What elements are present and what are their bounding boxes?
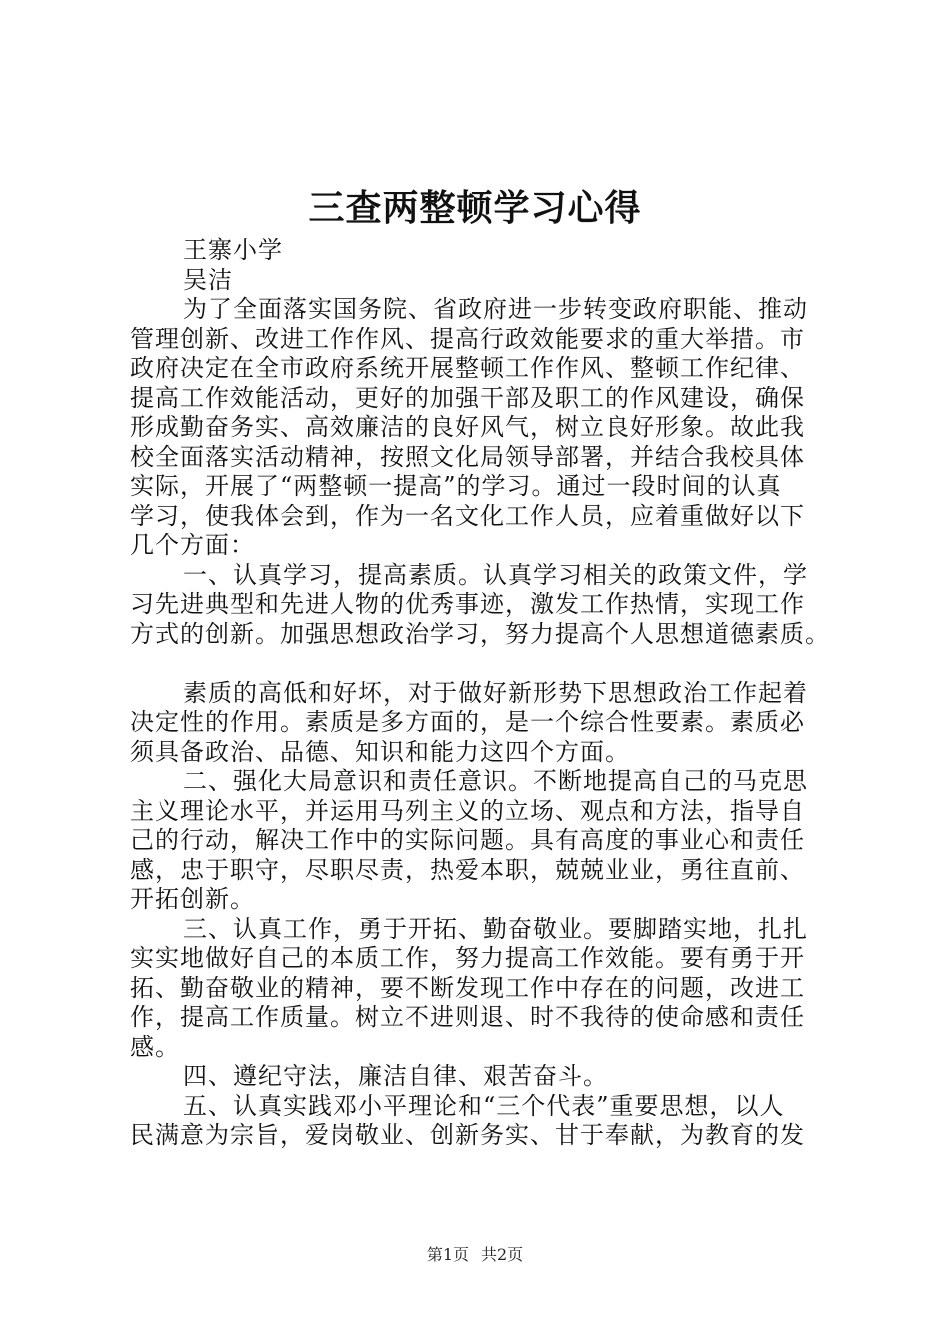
body-line: 一、认真学习，提高素质。认真学习相关的政策文件，学 (183, 560, 808, 589)
body-line: 主义理论水平，并运用马列主义的立场、观点和方法，指导自 (130, 796, 805, 825)
body-line: 政府决定在全市政府系统开展整顿工作作风、整顿工作纪律、 (130, 354, 805, 382)
body-line: 素质的高低和好坏，对于做好新形势下思想政治工作起着 (183, 678, 808, 707)
body-line: 方式的创新。加强思想政治学习，努力提高个人思想道德素质。 (130, 619, 830, 648)
body-line: 拓、勤奋敬业的精神，要不断发现工作中存在的问题，改进工 (130, 973, 805, 1002)
body-line: 实际，开展了“两整顿一提高”的学习。通过一段时间的认真 (130, 472, 782, 500)
body-line: 四、遵纪守法，廉洁自律、艰苦奋斗。 (183, 1062, 608, 1090)
school-name: 王寨小学 (183, 236, 283, 264)
body-line: 作，提高工作质量。树立不进则退、时不我待的使命感和责任 (130, 1003, 805, 1031)
body-line: 开拓创新。 (130, 885, 255, 913)
body-line: 形成勤奋务实、高效廉洁的良好风气，树立良好形象。故此我 (130, 413, 805, 441)
body-line: 感。 (130, 1032, 180, 1061)
page-total: 共2页 (481, 1245, 524, 1264)
author-name: 吴洁 (183, 265, 233, 294)
body-line: 管理创新、改进工作作风、提高行政效能要求的重大举措。市 (130, 324, 805, 353)
body-line: 感，忠于职守，尽职尽责，热爱本职，兢兢业业，勇往直前、 (130, 855, 805, 884)
body-line: 五、认真实践邓小平理论和“三个代表”重要思想，以人 (183, 1091, 785, 1120)
body-line: 实实地做好自己的本质工作，努力提高工作效能。要有勇于开 (130, 944, 805, 972)
page-number: 第1页 (426, 1245, 469, 1264)
body-line: 为了全面落实国务院、省政府进一步转变政府职能、推动 (183, 295, 808, 323)
body-line: 己的行动，解决工作中的实际问题。具有高度的事业心和责任 (130, 826, 805, 854)
body-line: 民满意为宗旨，爱岗敬业、创新务实、甘于奉献，为教育的发 (130, 1121, 805, 1149)
body-line: 习先进典型和先进人物的优秀事迹，激发工作热情，实现工作 (130, 590, 805, 618)
body-line: 校全面落实活动精神，按照文化局领导部署，并结合我校具体 (130, 442, 805, 471)
body-line: 决定性的作用。素质是多方面的，是一个综合性要素。素质必 (130, 708, 805, 736)
body-line: 提高工作效能活动，更好的加强干部及职工的作风建设，确保 (130, 383, 805, 412)
document-title: 三查两整顿学习心得 (308, 187, 642, 229)
blank-line (130, 649, 835, 679)
body-line: 学习，使我体会到，作为一名文化工作人员，应着重做好以下 (130, 501, 805, 530)
body-line: 二、强化大局意识和责任意识。不断地提高自己的马克思 (183, 767, 808, 795)
body-line: 须具备政治、品德、知识和能力这四个方面。 (130, 737, 630, 766)
body-line: 三、认真工作，勇于开拓、勤奋敬业。要脚踏实地，扎扎 (183, 914, 808, 943)
body-line: 几个方面： (130, 531, 255, 559)
document-body (130, 236, 835, 1151)
page-footer (0, 1244, 950, 1266)
